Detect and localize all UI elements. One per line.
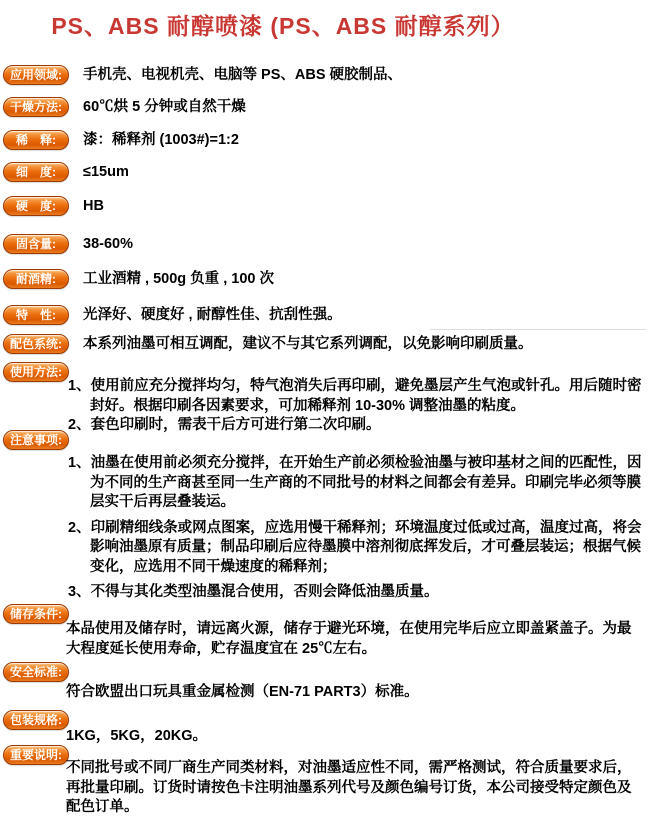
row-solid-content (3, 234, 647, 254)
dilution-value: 漆：稀释剂 (1003#)=1:2 (83, 132, 239, 148)
packaging-spec-text: 1KG，5KG，20KG。 (66, 728, 208, 744)
page-title: PS、ABS 耐醇喷漆 (PS、ABS 耐醇系列） (51, 13, 515, 39)
storage-conditions-text: 本品使用及储存时，请远离火源，储存于避光环境，在使用完毕后应立即盖紧盖子。为最大程度延长使用寿命，贮存温度宜在 25℃左右。 (66, 621, 632, 657)
packaging-spec-badge: 包装规格: (3, 710, 69, 730)
usage-method-badge: 使用方法: (3, 362, 69, 382)
hardness-value: HB (83, 198, 104, 214)
packaging-spec-content (66, 727, 644, 747)
fineness-value: ≤15um (83, 164, 129, 180)
safety-standard-text: 符合欧盟出口玩具重金属检测（EN-71 PART3）标准。 (66, 684, 419, 700)
row-dilution (3, 130, 647, 150)
row-drying-method (3, 97, 647, 117)
important-notes-badge: 重要说明: (3, 745, 69, 765)
row-hardness (3, 196, 647, 216)
divider-line (430, 329, 646, 330)
application-field-value: 手机壳、电视机壳、电脑等 PS、ABS 硬胶制品、 (83, 67, 403, 83)
characteristics-badge: 特 性: (3, 305, 69, 325)
usage-method-item-1: 1、使用前应充分搅拌均匀，特气泡消失后再印刷，避免墨层产生气泡或针孔。用后随时密封好。根据印刷各因素要求，可加稀释剂 10-30% 调整油墨的粘度。 (68, 378, 642, 414)
usage-method-content (68, 377, 646, 436)
row-alcohol-resistance (3, 269, 647, 289)
row-color-matching-system (3, 334, 647, 354)
row-fineness (3, 162, 647, 182)
solid-content-badge: 固含量: (3, 234, 69, 254)
application-field-badge: 应用领域: (3, 65, 69, 85)
precautions-item-1: 1、油墨在使用前必须充分搅拌，在开始生产前必须检验油墨与被印基材之间的匹配性，因为不同的生产商甚至同一生产商的不同批号的材料之间都会有差异。印刷完毕必须等膜层实干后再层叠装运。 (68, 455, 642, 510)
important-notes-text: 不同批号或不同厂商生产同类材料，对油墨适应性不同，需严格测试，符合质量要求后，再批量印刷。订货时请按色卡注明油墨系列代号及颜色编号订货，本公司接受特定颜色及配色订单。 (66, 760, 632, 815)
precautions-item-2: 2、印刷精细线条或网点图案，应选用慢干稀释剂；环境温度过低或过高，温度过高，将会影响油墨原有质量；制品印刷后应待墨膜中溶剂彻底挥发后，才可叠层装运；根据气候变化，应选用不同干燥速度的稀释剂； (68, 519, 642, 575)
characteristics-value: 光泽好、硬度好 , 耐醇性佳、抗刮性强。 (83, 307, 342, 323)
color-matching-system-badge: 配色系统: (3, 334, 69, 354)
row-characteristics (3, 305, 647, 325)
storage-conditions-badge: 储存条件: (3, 604, 69, 624)
color-matching-system-value: 本系列油墨可相互调配，建议不与其它系列调配，以免影响印刷质量。 (83, 336, 533, 352)
drying-method-value: 60℃烘 5 分钟或自然干燥 (83, 99, 246, 115)
usage-method-item-2: 2、套色印刷时，需表干后方可进行第二次印刷。 (68, 417, 381, 433)
storage-conditions-content (66, 620, 644, 659)
safety-standard-content (66, 683, 644, 703)
row-application-field (3, 65, 647, 85)
important-notes-content (66, 759, 644, 818)
safety-standard-badge: 安全标准: (3, 662, 69, 682)
precautions-content (68, 454, 646, 603)
fineness-badge: 细 度: (3, 162, 69, 182)
alcohol-resistance-badge: 耐酒精: (3, 269, 69, 289)
precautions-badge: 注意事项: (3, 430, 69, 450)
precautions-item-3: 3、不得与其化类型油墨混合使用，否则会降低油墨质量。 (68, 584, 439, 600)
alcohol-resistance-value: 工业酒精 , 500g 负重 , 100 次 (83, 271, 274, 287)
dilution-badge: 稀 释: (3, 130, 69, 150)
hardness-badge: 硬 度: (3, 196, 69, 216)
solid-content-value: 38-60% (83, 236, 133, 252)
drying-method-badge: 干燥方法: (3, 97, 69, 117)
